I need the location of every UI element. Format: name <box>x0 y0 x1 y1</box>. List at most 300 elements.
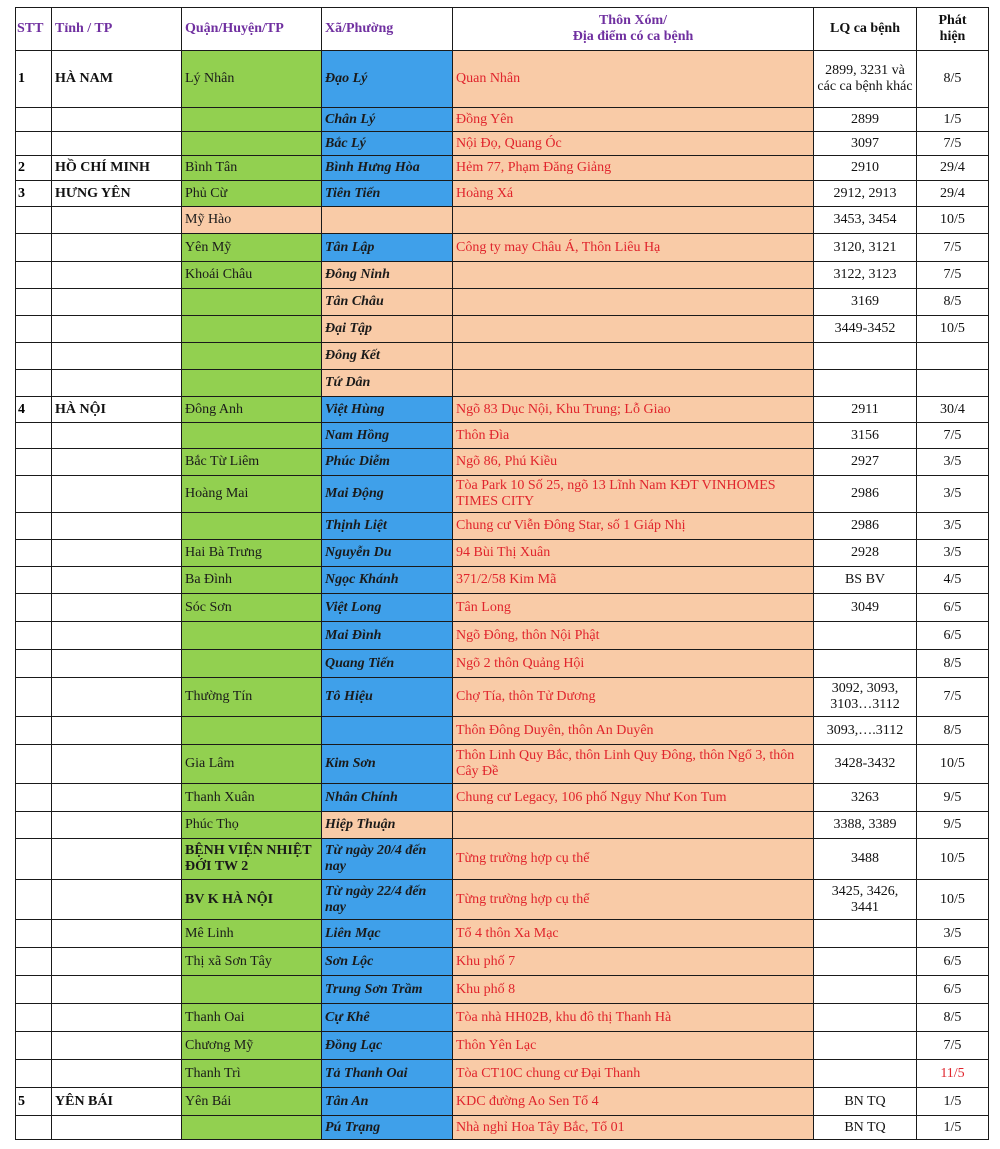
cell-date: 11/5 <box>917 1060 989 1088</box>
cell-ward: Thịnh Liệt <box>322 513 453 540</box>
cell-place: Đồng Yên <box>453 108 814 132</box>
cell-place: Quan Nhân <box>453 51 814 108</box>
cell-stt: 4 <box>16 397 52 423</box>
cell-place <box>453 343 814 370</box>
cell-lq <box>814 1060 917 1088</box>
cell-date: 8/5 <box>917 650 989 678</box>
cell-lq: 2899, 3231 và các ca bệnh khác <box>814 51 917 108</box>
table-row <box>16 920 989 948</box>
cell-lq: 3488 <box>814 839 917 880</box>
header-ward: Xã/Phường <box>322 8 453 51</box>
table-row <box>16 316 989 343</box>
cell-province <box>52 540 182 567</box>
cell-stt <box>16 594 52 622</box>
cell-province <box>52 449 182 476</box>
cell-stt <box>16 207 52 234</box>
cell-lq: 2910 <box>814 156 917 181</box>
cell-place: Ngõ 86, Phú Kiều <box>453 449 814 476</box>
cell-stt <box>16 1032 52 1060</box>
cell-ward: Từ ngày 20/4 đến nay <box>322 839 453 880</box>
cell-lq: BN TQ <box>814 1088 917 1116</box>
cell-lq: 3453, 3454 <box>814 207 917 234</box>
cell-date: 10/5 <box>917 839 989 880</box>
cell-place: Ngõ 2 thôn Quảng Hội <box>453 650 814 678</box>
cell-ward: Nguyễn Du <box>322 540 453 567</box>
table-row <box>16 745 989 784</box>
cell-district <box>182 513 322 540</box>
cell-district: Đông Anh <box>182 397 322 423</box>
header-stt: STT <box>16 8 52 51</box>
cell-date: 29/4 <box>917 181 989 207</box>
cell-stt: 5 <box>16 1088 52 1116</box>
cell-lq: 3092, 3093, 3103…3112 <box>814 678 917 717</box>
cell-lq: 2899 <box>814 108 917 132</box>
cell-place <box>453 262 814 289</box>
cell-date: 10/5 <box>917 207 989 234</box>
cell-district: Ba Đình <box>182 567 322 594</box>
table-row <box>16 650 989 678</box>
cell-province: HỒ CHÍ MINH <box>52 156 182 181</box>
cell-lq: 3449-3452 <box>814 316 917 343</box>
cell-place: Hoàng Xá <box>453 181 814 207</box>
cell-district <box>182 343 322 370</box>
cell-district <box>182 132 322 156</box>
cell-province <box>52 423 182 449</box>
cell-province: YÊN BÁI <box>52 1088 182 1116</box>
cell-lq <box>814 1004 917 1032</box>
header-district: Quận/Huyện/TP <box>182 8 322 51</box>
cell-lq: 3428-3432 <box>814 745 917 784</box>
cell-stt <box>16 678 52 717</box>
cell-ward: Tân Lập <box>322 234 453 262</box>
cell-lq: 2911 <box>814 397 917 423</box>
cell-ward: Đạo Lý <box>322 51 453 108</box>
cell-province <box>52 920 182 948</box>
cell-lq: 3122, 3123 <box>814 262 917 289</box>
cell-stt <box>16 920 52 948</box>
table-row <box>16 1116 989 1140</box>
cell-lq <box>814 370 917 397</box>
cell-ward: Tô Hiệu <box>322 678 453 717</box>
cell-stt <box>16 839 52 880</box>
cell-date: 10/5 <box>917 745 989 784</box>
cell-stt <box>16 513 52 540</box>
cell-stt <box>16 132 52 156</box>
cell-ward: Việt Hùng <box>322 397 453 423</box>
cell-district: BỆNH VIỆN NHIỆT ĐỚI TW 2 <box>182 839 322 880</box>
table-row <box>16 476 989 513</box>
cell-district <box>182 976 322 1004</box>
cell-stt <box>16 449 52 476</box>
table-row <box>16 181 989 207</box>
cell-lq: 3425, 3426, 3441 <box>814 880 917 920</box>
cell-district: Lý Nhân <box>182 51 322 108</box>
header-place: Thôn Xóm/ Địa điểm có ca bệnh <box>453 8 814 51</box>
cell-stt <box>16 745 52 784</box>
table-body <box>16 51 989 1140</box>
cell-ward: Pú Trạng <box>322 1116 453 1140</box>
cell-date: 6/5 <box>917 594 989 622</box>
cell-province <box>52 1032 182 1060</box>
cell-district <box>182 650 322 678</box>
table-row <box>16 370 989 397</box>
cell-stt <box>16 476 52 513</box>
cell-stt <box>16 812 52 839</box>
cell-province <box>52 316 182 343</box>
cell-lq: 2928 <box>814 540 917 567</box>
cell-stt <box>16 880 52 920</box>
cell-date: 7/5 <box>917 678 989 717</box>
cell-place: Tòa Park 10 Số 25, ngõ 13 Lĩnh Nam KĐT VINHOMES TIMES CITY <box>453 476 814 513</box>
cell-stt <box>16 717 52 745</box>
cell-place <box>453 316 814 343</box>
cell-place: Chung cư Legacy, 106 phố Ngụy Như Kon Tum <box>453 784 814 812</box>
cell-place <box>453 812 814 839</box>
cell-stt <box>16 423 52 449</box>
cell-place: Khu phố 7 <box>453 948 814 976</box>
cell-province <box>52 1116 182 1140</box>
cell-date: 8/5 <box>917 1004 989 1032</box>
cell-ward: Mai Động <box>322 476 453 513</box>
cell-province <box>52 132 182 156</box>
cell-date: 7/5 <box>917 1032 989 1060</box>
cell-ward: Đông Kết <box>322 343 453 370</box>
table-row <box>16 262 989 289</box>
cell-ward: Ngọc Khánh <box>322 567 453 594</box>
cell-province <box>52 234 182 262</box>
cell-date: 30/4 <box>917 397 989 423</box>
table-row <box>16 132 989 156</box>
cell-ward: Hiệp Thuận <box>322 812 453 839</box>
table-row <box>16 678 989 717</box>
cell-ward: Quang Tiến <box>322 650 453 678</box>
cell-province <box>52 622 182 650</box>
cell-stt <box>16 540 52 567</box>
cell-province <box>52 370 182 397</box>
header-row <box>16 8 989 51</box>
cell-district: Mỹ Hào <box>182 207 322 234</box>
cell-ward: Nam Hồng <box>322 423 453 449</box>
cell-stt <box>16 234 52 262</box>
cell-place: Thôn Yên Lạc <box>453 1032 814 1060</box>
cell-province: HÀ NỘI <box>52 397 182 423</box>
cell-lq: BS BV <box>814 567 917 594</box>
cell-province <box>52 343 182 370</box>
cell-ward: Liên Mạc <box>322 920 453 948</box>
table-row <box>16 156 989 181</box>
cell-ward: Đại Tập <box>322 316 453 343</box>
cell-lq: 2912, 2913 <box>814 181 917 207</box>
cell-ward: Tả Thanh Oai <box>322 1060 453 1088</box>
cell-district: Thị xã Sơn Tây <box>182 948 322 976</box>
table-row <box>16 812 989 839</box>
cell-date: 8/5 <box>917 289 989 316</box>
cell-date: 8/5 <box>917 51 989 108</box>
cell-province <box>52 108 182 132</box>
cell-province: HÀ NAM <box>52 51 182 108</box>
cell-stt <box>16 948 52 976</box>
table-row <box>16 540 989 567</box>
header-lq: LQ ca bệnh <box>814 8 917 51</box>
table-row <box>16 449 989 476</box>
cell-lq: 2927 <box>814 449 917 476</box>
cell-lq: BN TQ <box>814 1116 917 1140</box>
cell-place: Tòa CT10C chung cư Đại Thanh <box>453 1060 814 1088</box>
cell-province <box>52 594 182 622</box>
cell-ward: Chân Lý <box>322 108 453 132</box>
cell-province <box>52 839 182 880</box>
cell-ward <box>322 717 453 745</box>
cell-place: Từng trường hợp cụ thể <box>453 880 814 920</box>
cell-date: 3/5 <box>917 476 989 513</box>
cell-stt: 1 <box>16 51 52 108</box>
cell-place: Công ty may Châu Á, Thôn Liêu Hạ <box>453 234 814 262</box>
cell-place: Ngõ Đông, thôn Nội Phật <box>453 622 814 650</box>
cell-ward: Tiên Tiến <box>322 181 453 207</box>
cell-district: Mê Linh <box>182 920 322 948</box>
cell-ward: Phúc Diễm <box>322 449 453 476</box>
cell-place: Hẻm 77, Phạm Đăng Giảng <box>453 156 814 181</box>
cell-date: 10/5 <box>917 880 989 920</box>
cell-province <box>52 745 182 784</box>
cell-lq <box>814 622 917 650</box>
cell-ward: Đồng Lạc <box>322 1032 453 1060</box>
cell-lq: 2986 <box>814 476 917 513</box>
cell-province <box>52 207 182 234</box>
cell-stt <box>16 1116 52 1140</box>
cell-date: 7/5 <box>917 262 989 289</box>
cell-date: 3/5 <box>917 513 989 540</box>
cell-stt <box>16 976 52 1004</box>
cell-province <box>52 476 182 513</box>
cell-stt: 2 <box>16 156 52 181</box>
table-row <box>16 717 989 745</box>
table-row <box>16 207 989 234</box>
cell-place <box>453 289 814 316</box>
cell-date: 10/5 <box>917 316 989 343</box>
cell-lq: 3388, 3389 <box>814 812 917 839</box>
cell-lq: 3169 <box>814 289 917 316</box>
cell-stt <box>16 370 52 397</box>
cell-province <box>52 880 182 920</box>
cell-date: 6/5 <box>917 622 989 650</box>
cell-province <box>52 1004 182 1032</box>
cell-stt <box>16 262 52 289</box>
cell-district: Bình Tân <box>182 156 322 181</box>
cell-province: HƯNG YÊN <box>52 181 182 207</box>
cell-place: Nhà nghỉ Hoa Tây Bắc, Tổ 01 <box>453 1116 814 1140</box>
cell-lq <box>814 976 917 1004</box>
cell-place: Tổ 4 thôn Xa Mạc <box>453 920 814 948</box>
cell-date: 1/5 <box>917 1116 989 1140</box>
cell-place: Khu phố 8 <box>453 976 814 1004</box>
cell-lq: 3156 <box>814 423 917 449</box>
cell-district <box>182 622 322 650</box>
cell-stt <box>16 289 52 316</box>
cell-ward: Bình Hưng Hòa <box>322 156 453 181</box>
cell-district <box>182 717 322 745</box>
cell-province <box>52 289 182 316</box>
cell-date: 9/5 <box>917 812 989 839</box>
cell-district: Phúc Thọ <box>182 812 322 839</box>
cell-date: 6/5 <box>917 948 989 976</box>
table-row <box>16 594 989 622</box>
table-row <box>16 948 989 976</box>
cell-lq: 3049 <box>814 594 917 622</box>
cell-province <box>52 784 182 812</box>
table-row <box>16 880 989 920</box>
cell-lq <box>814 650 917 678</box>
cell-date: 7/5 <box>917 234 989 262</box>
cell-province <box>52 650 182 678</box>
table-row <box>16 1032 989 1060</box>
cell-date: 1/5 <box>917 108 989 132</box>
cell-ward: Nhân Chính <box>322 784 453 812</box>
cell-place <box>453 207 814 234</box>
cell-place <box>453 370 814 397</box>
cell-date <box>917 343 989 370</box>
cell-province <box>52 678 182 717</box>
table-row <box>16 513 989 540</box>
cell-province <box>52 1060 182 1088</box>
cell-ward: Việt Long <box>322 594 453 622</box>
cell-district: Khoái Châu <box>182 262 322 289</box>
table-row <box>16 622 989 650</box>
cell-date: 3/5 <box>917 540 989 567</box>
cell-district: Thanh Trì <box>182 1060 322 1088</box>
cell-stt <box>16 1004 52 1032</box>
table-row <box>16 839 989 880</box>
cell-ward: Mai Đình <box>322 622 453 650</box>
cell-province <box>52 567 182 594</box>
cell-date: 4/5 <box>917 567 989 594</box>
cell-district: Hoàng Mai <box>182 476 322 513</box>
table-row <box>16 397 989 423</box>
table-row <box>16 234 989 262</box>
cell-district <box>182 316 322 343</box>
cell-date: 7/5 <box>917 132 989 156</box>
cell-lq <box>814 343 917 370</box>
cell-ward: Trung Sơn Trầm <box>322 976 453 1004</box>
cell-place: 371/2/58 Kim Mã <box>453 567 814 594</box>
cell-province <box>52 513 182 540</box>
cell-ward: Đông Ninh <box>322 262 453 289</box>
cell-lq: 3097 <box>814 132 917 156</box>
cell-district: Yên Mỹ <box>182 234 322 262</box>
cell-date: 29/4 <box>917 156 989 181</box>
cell-ward: Kim Sơn <box>322 745 453 784</box>
cell-place: Thôn Đông Duyên, thôn An Duyên <box>453 717 814 745</box>
cell-stt <box>16 316 52 343</box>
cell-lq <box>814 1032 917 1060</box>
cell-place: Thôn Linh Quy Bắc, thôn Linh Quy Đông, thôn Ngổ 3, thôn Cây Đề <box>453 745 814 784</box>
table-row <box>16 289 989 316</box>
cell-district: Phủ Cừ <box>182 181 322 207</box>
table-row <box>16 567 989 594</box>
cell-place: Chợ Tía, thôn Tử Dương <box>453 678 814 717</box>
table-row <box>16 108 989 132</box>
cell-stt <box>16 108 52 132</box>
cell-province <box>52 262 182 289</box>
cell-district: Thanh Oai <box>182 1004 322 1032</box>
cell-lq <box>814 948 917 976</box>
table-row <box>16 1004 989 1032</box>
cell-date: 3/5 <box>917 449 989 476</box>
cell-lq <box>814 920 917 948</box>
cell-place: KDC đường Ao Sen Tổ 4 <box>453 1088 814 1116</box>
table-row <box>16 51 989 108</box>
cell-place: 94 Bùi Thị Xuân <box>453 540 814 567</box>
cell-date: 9/5 <box>917 784 989 812</box>
cell-district: Thường Tín <box>182 678 322 717</box>
cell-stt <box>16 343 52 370</box>
cell-date: 8/5 <box>917 717 989 745</box>
cell-lq: 3263 <box>814 784 917 812</box>
cell-date <box>917 370 989 397</box>
cell-place: Chung cư Viễn Đông Star, số 1 Giáp Nhị <box>453 513 814 540</box>
table-row <box>16 784 989 812</box>
table-row <box>16 1060 989 1088</box>
cell-date: 3/5 <box>917 920 989 948</box>
cell-date: 7/5 <box>917 423 989 449</box>
cell-province <box>52 717 182 745</box>
cell-stt <box>16 567 52 594</box>
cell-stt <box>16 650 52 678</box>
cell-district <box>182 289 322 316</box>
cell-place: Từng trường hợp cụ thể <box>453 839 814 880</box>
cell-place: Thôn Đìa <box>453 423 814 449</box>
table-row <box>16 343 989 370</box>
cell-ward: Tứ Dân <box>322 370 453 397</box>
covid-cases-table <box>15 7 989 1140</box>
cell-stt: 3 <box>16 181 52 207</box>
cell-province <box>52 812 182 839</box>
header-date: Phát hiện <box>917 8 989 51</box>
cell-ward: Tân Châu <box>322 289 453 316</box>
cell-district: Thanh Xuân <box>182 784 322 812</box>
cell-ward <box>322 207 453 234</box>
cell-ward: Tân An <box>322 1088 453 1116</box>
cell-ward: Từ ngày 22/4 đến nay <box>322 880 453 920</box>
cell-province <box>52 976 182 1004</box>
cell-place: Ngõ 83 Dục Nội, Khu Trung; Lỗ Giao <box>453 397 814 423</box>
cell-place: Tòa nhà HH02B, khu đô thị Thanh Hà <box>453 1004 814 1032</box>
cell-province <box>52 948 182 976</box>
cell-district <box>182 423 322 449</box>
cell-district: Yên Bái <box>182 1088 322 1116</box>
cell-lq: 3120, 3121 <box>814 234 917 262</box>
table-row <box>16 1088 989 1116</box>
cell-ward: Sơn Lộc <box>322 948 453 976</box>
cell-lq: 2986 <box>814 513 917 540</box>
cell-district: Gia Lâm <box>182 745 322 784</box>
cell-date: 6/5 <box>917 976 989 1004</box>
cell-date: 1/5 <box>917 1088 989 1116</box>
header-province: Tỉnh / TP <box>52 8 182 51</box>
table-row <box>16 976 989 1004</box>
cell-stt <box>16 1060 52 1088</box>
cell-district: BV K HÀ NỘI <box>182 880 322 920</box>
cell-place: Nội Đọ, Quang Óc <box>453 132 814 156</box>
cell-place: Tân Long <box>453 594 814 622</box>
cell-district <box>182 108 322 132</box>
cell-stt <box>16 622 52 650</box>
cell-ward: Cự Khê <box>322 1004 453 1032</box>
cell-district: Sóc Sơn <box>182 594 322 622</box>
cell-district <box>182 370 322 397</box>
cell-lq: 3093,….3112 <box>814 717 917 745</box>
cell-stt <box>16 784 52 812</box>
